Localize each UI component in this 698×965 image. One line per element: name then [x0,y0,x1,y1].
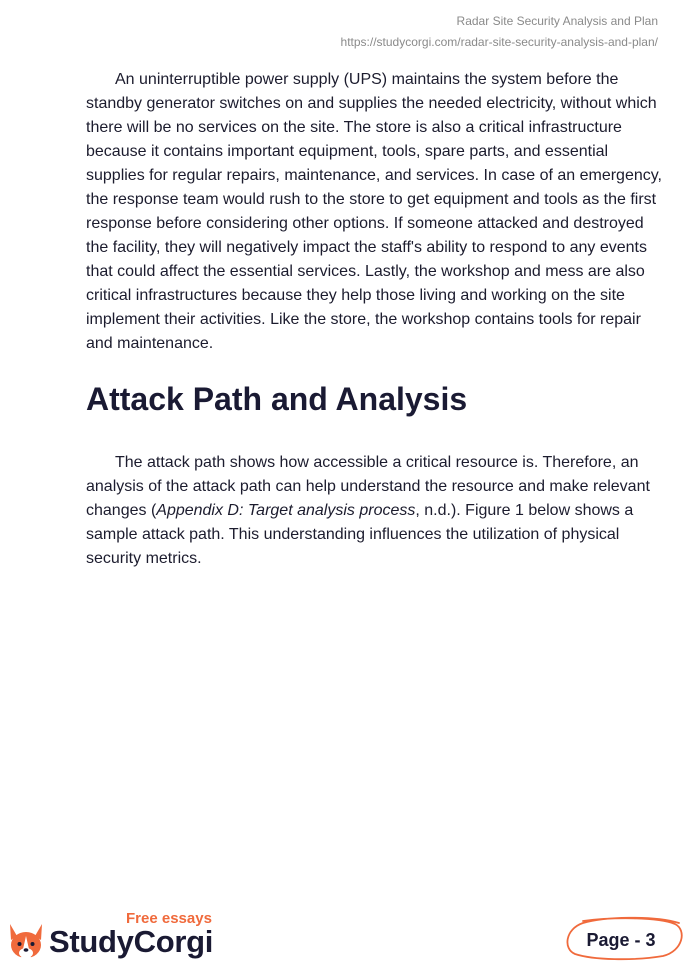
document-body [86,68,666,571]
section-heading: Attack Path and Analysis [86,381,468,417]
citation-title: Appendix D: Target analysis process [156,502,416,519]
corgi-icon [7,920,45,960]
studycorgi-logo[interactable] [7,910,237,960]
body-paragraph-2 [86,451,666,571]
page-number: Page - 3 [586,930,656,950]
document-url[interactable]: https://studycorgi.com/radar-site-security-analysis-and-plan/ [340,35,658,49]
body-paragraph-1: An uninterruptible power supply (UPS) maintains the system before the standby generator switches on and supplies the needed electricity, without which there will be no services on the site. The store is also a critical infrastructure because it contains important equipment, tools, spare parts, and essential supplies for regular repairs, maintenance, and services. In case of an emergency, the response team would rush to the store to get equipment and tools as the first response before considering other options. If someone attacked and destroyed the facility, they will negatively impact the staff's ability to respond to any events that could affect the essential services. Lastly, the workshop and mess are also critical infrastructures because they help those living and working on the site implement their activities. Like the store, the workshop contains tools for repair and maintenance. [86,71,662,352]
paragraph-2-text-start: The attack path shows how accessible a critical resource is. Therefore, an analysis of the attack path can help understand the resource and make relevant changes ( [86,454,650,519]
page-header [341,11,658,53]
page-number-badge [563,915,687,961]
logo-brand-name: StudyCorgi [49,924,214,959]
logo-tagline: Free essays [126,910,212,927]
document-title: Radar Site Security Analysis and Plan [456,14,658,28]
paragraph-2-text-end: , n.d.). Figure 1 below shows a sample attack path. This understanding influences the utilization of physical security metrics. [86,502,634,567]
